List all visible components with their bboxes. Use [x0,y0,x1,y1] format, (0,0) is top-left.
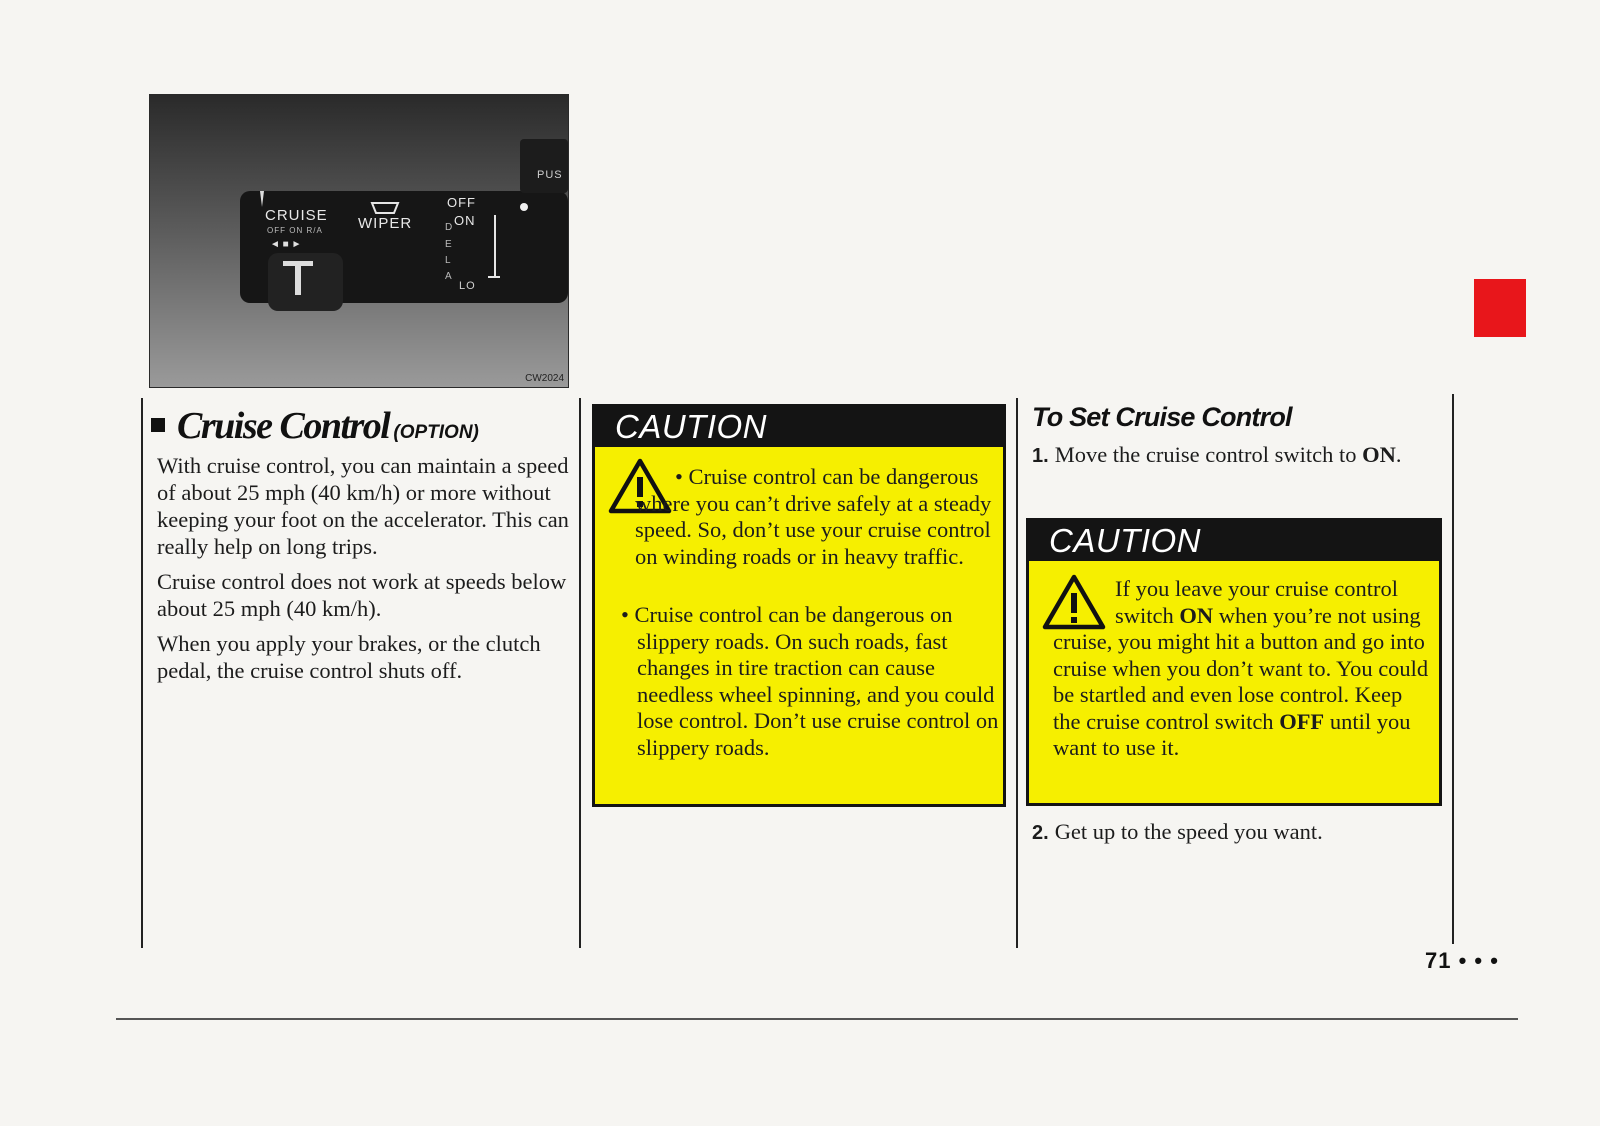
svg-text:D: D [445,222,453,233]
photo-cruise-label: CRUISE [265,207,328,224]
square-bullet-icon [151,418,165,432]
step-2 [1032,818,1432,847]
caution-switch-text-b: when you’re not using cruise, you might hit a button and go into cruise when you don’t want to. You could be startled and even lose control. Keep the cruise control switch [1053,602,1429,734]
column-rule-outer [1452,394,1454,944]
speed-paragraph: Cruise control does not work at speeds below about 25 mph (40 km/h). [157,569,567,621]
caution-heading: CAUTION [1029,521,1439,561]
page-number: 71 • • • [1425,948,1499,973]
photo-off-label: OFF [447,195,476,210]
step-1 [1032,441,1456,470]
intro-paragraph: With cruise control, you can maintain a speed of about 25 mph (40 km/h) or more without keeping your foot on the accelerator. This can really help on long trips. [157,453,569,559]
caution-switch-on: ON [1179,602,1214,628]
cruise-stalk-photo [149,94,569,388]
section-tab-marker [1474,279,1526,337]
intro-text [157,452,569,692]
step-1-text: Move the cruise control switch to [1054,442,1357,467]
step-1-period: . [1395,442,1402,467]
caution-bullet-steady-speed: • Cruise control can be dangerous where you can’t drive safely at a steady speed. So, don’t use your cruise control on winding roads or in heavy traffic. [635,464,992,569]
caution-box-slippery [592,404,1006,807]
photo-push-label: PUS [537,169,563,181]
caution-switch-text-a: If you leave your cruise control switch [1115,576,1399,628]
footer-rule [116,1018,1518,1020]
title-text: Cruise Control [177,405,390,447]
caution-switch-off: OFF [1279,708,1325,734]
svg-text:E: E [445,239,452,250]
column-rule-right [1016,398,1018,948]
caution-heading: CAUTION [595,407,1003,447]
caution-box-switch [1026,518,1442,806]
caution-switch-text-c: until you want to use it. [1053,708,1411,760]
svg-text:L: L [445,255,451,266]
photo-code: CW2024 [525,373,564,384]
step-1-number: 1. [1032,445,1049,467]
column-rule-middle [579,398,581,948]
photo-cruise-sub-label: OFF ON R/A [267,226,323,235]
photo-wiper-label: WIPER [358,215,413,232]
svg-text:◄ ■ ►: ◄ ■ ► [270,239,302,250]
photo-on-label: ON [454,213,476,228]
brake-paragraph: When you apply your brakes, or the clutch pedal, the cruise control shuts off. [157,631,541,683]
caution-switch-text [1053,576,1429,762]
step-2-number: 2. [1032,822,1049,844]
stalk-illustration [150,95,568,387]
title-option: (OPTION) [393,422,479,443]
step-1-on: ON [1362,442,1396,467]
caution-bullet-slippery: • Cruise control can be dangerous on slippery roads. On such roads, fast changes in tire traction can cause needless wheel spinning, and you could lose control. Don’t use cruise control on slippery roads. [621,602,999,760]
set-cruise-title: To Set Cruise Control [1032,402,1292,432]
section-title [151,404,571,448]
step-2-text: Get up to the speed you want. [1054,819,1323,844]
column-rule-left [141,398,143,948]
photo-lo-label: LO [459,280,476,292]
svg-text:A: A [445,271,452,282]
